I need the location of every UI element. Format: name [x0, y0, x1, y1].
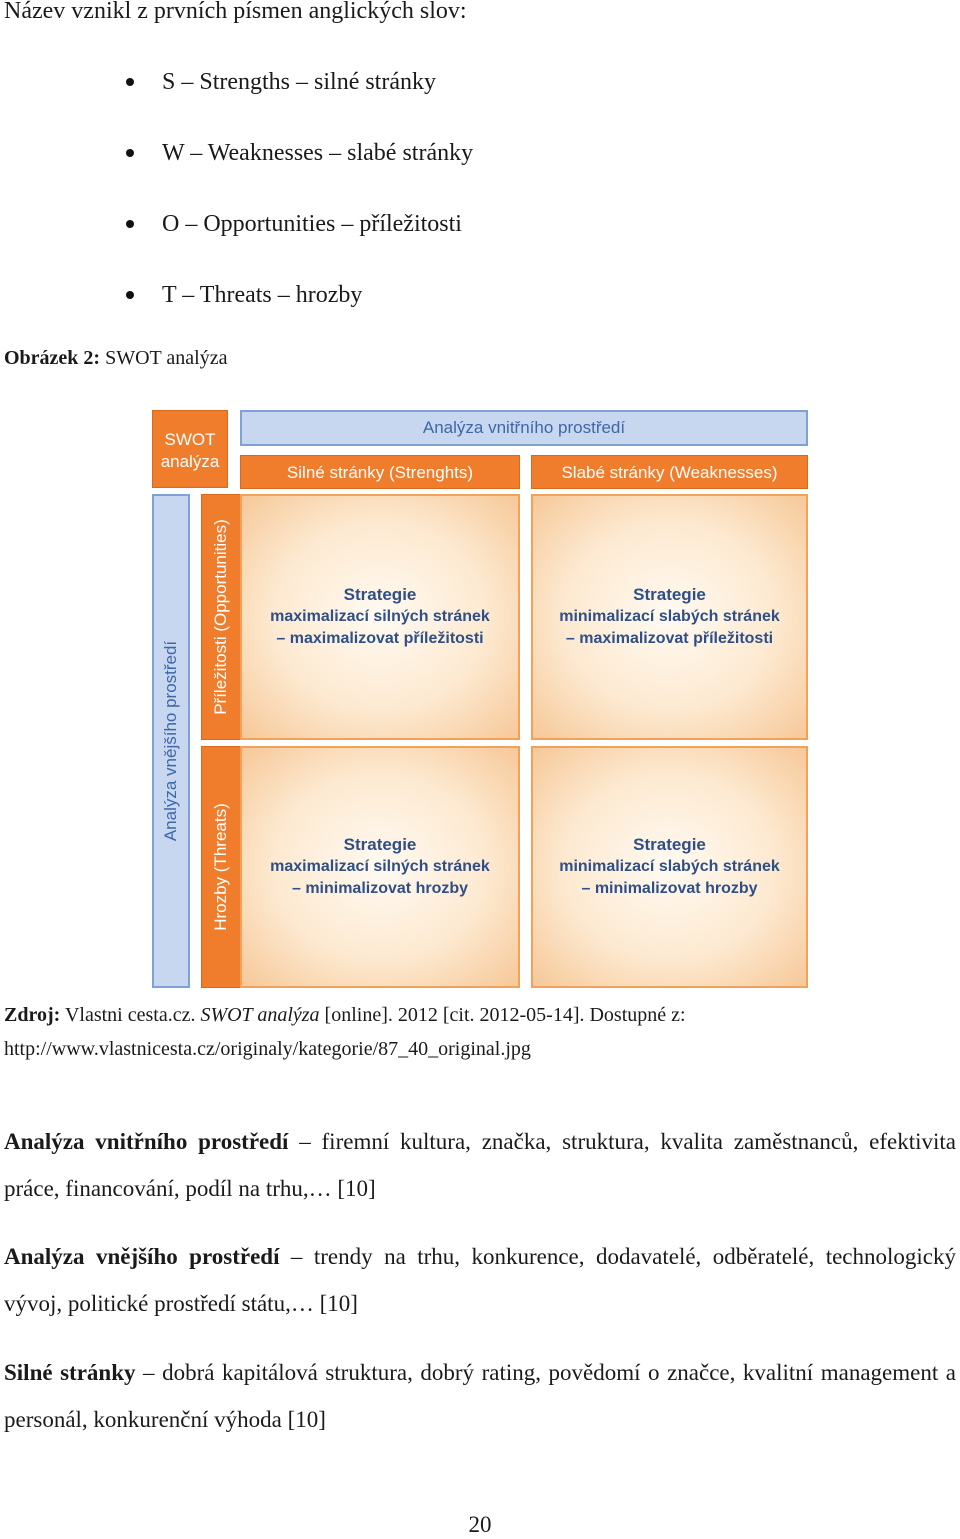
- caption-label: Obrázek 2:: [4, 347, 101, 369]
- weaknesses-header: Slabé stránky (Weaknesses): [531, 455, 808, 489]
- source-label: Zdroj:: [4, 1004, 61, 1026]
- paragraph-external-analysis: Analýza vnějšího prostředí – trendy na trhu, konkurence, dodavatelé, odběratelé, technologický vývoj, politické prostředí státu,… [10]: [4, 1244, 957, 1316]
- quadrant-so: Strategie maximalizací silných stránek – maximalizovat příležitosti: [240, 494, 520, 740]
- paragraph-strengths: Silné stránky – dobrá kapitálová struktura, dobrý rating, povědomí o značce, kvalitní management a personál, konkurenční výhoda [10]: [4, 1360, 956, 1432]
- page-number: 20: [468, 1512, 492, 1537]
- list-item: S – Strengths – silné stránky: [0, 60, 900, 131]
- list-item: O – Opportunities – příležitosti: [0, 202, 900, 273]
- swot-figure: [150, 408, 812, 990]
- external-analysis-side: Analýza vnějšího prostředí: [152, 494, 190, 988]
- quadrant-wo: Strategie minimalizací slabých stránek – maximalizovat příležitosti: [531, 494, 808, 740]
- swot-letter-list: [0, 60, 900, 344]
- threats-side: Hrozby (Threats): [201, 746, 241, 988]
- bullet-icon: [126, 78, 134, 86]
- swot-corner-label: SWOT analýza: [152, 410, 228, 488]
- list-item: W – Weaknesses – slabé stránky: [0, 131, 900, 202]
- strengths-header: Silné stránky (Strenghts): [240, 455, 520, 489]
- quadrant-st: Strategie maximalizací silných stránek – minimalizovat hrozby: [240, 746, 520, 988]
- source-url[interactable]: http://www.vlastnicesta.cz/originaly/kategorie/87_40_original.jpg: [4, 1038, 531, 1060]
- caption-text: SWOT analýza: [105, 347, 228, 369]
- bullet-icon: [126, 149, 134, 157]
- quadrant-wt: Strategie minimalizací slabých stránek – minimalizovat hrozby: [531, 746, 808, 988]
- paragraph-internal-analysis: Analýza vnitřního prostředí – firemní kultura, značka, struktura, kvalita zaměstnanců, efektivita práce, financování, podíl na trhu,… [10]: [4, 1129, 956, 1201]
- bullet-icon: [126, 220, 134, 228]
- source-title: SWOT analýza: [200, 1004, 320, 1026]
- opportunities-side: Příležitosti (Opportunities): [201, 494, 241, 740]
- internal-analysis-header: Analýza vnitřního prostředí: [240, 410, 808, 446]
- figure-caption: [4, 347, 227, 370]
- figure-source: Zdroj: Vlastni cesta.cz. SWOT analýza [online]. 2012 [cit. 2012-05-14]. Dostupné z: http://www.vlastnicesta.cz/originaly/kategorie/87_40_original.jpg: [4, 1004, 686, 1060]
- list-item: T – Threats – hrozby: [0, 273, 900, 344]
- intro-text: Název vznikl z prvních písmen anglických slov:: [4, 0, 467, 24]
- bullet-icon: [126, 291, 134, 299]
